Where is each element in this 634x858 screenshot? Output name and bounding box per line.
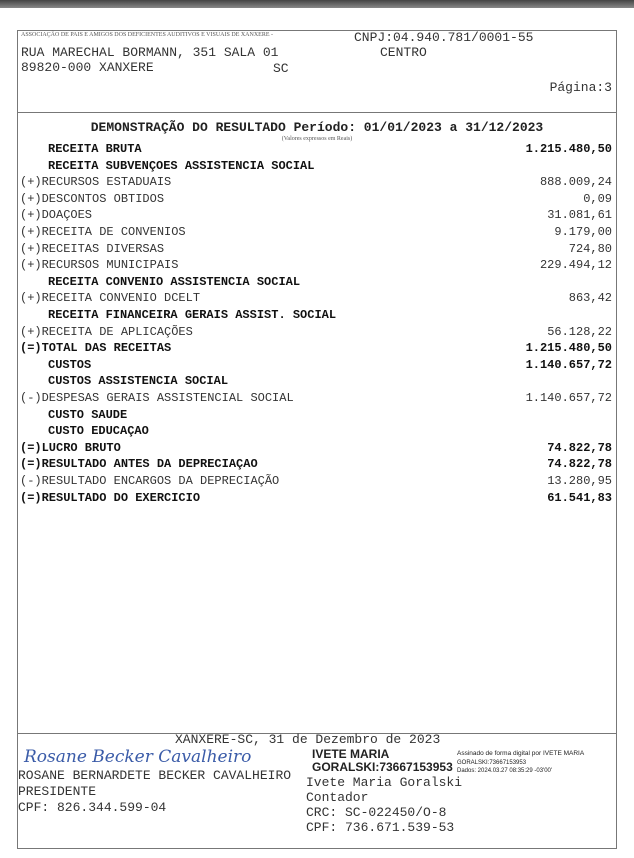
address: RUA MARECHAL BORMANN, 351 SALA 01 [21, 45, 279, 60]
handwritten-signature: Rosane Becker Cavalheiro [24, 747, 252, 767]
row-value: 1.215.480,50 [525, 142, 612, 156]
income-statement [17, 112, 617, 734]
page-number: Página:3 [549, 80, 612, 95]
statement-row [20, 158, 612, 174]
row-label: (=)TOTAL DAS RECEITAS [20, 341, 172, 356]
statement-row [20, 473, 612, 489]
row-value: 74.822,78 [547, 457, 612, 472]
accountant-cpf: CPF: 736.671.539-53 [306, 820, 455, 835]
president-name: ROSANE BERNARDETE BECKER CAVALHEIRO [18, 768, 292, 783]
row-label: CUSTOS ASSISTENCIA SOCIAL [48, 374, 229, 389]
statement-row [20, 440, 612, 456]
district: CENTRO [380, 45, 427, 60]
row-value: 9.179,00 [554, 225, 612, 239]
statement-row [20, 357, 612, 373]
row-label: CUSTO SAUDE [48, 407, 128, 422]
row-value: 1.215.480,50 [525, 341, 612, 356]
row-label: (+)DESCONTOS OBTIDOS [20, 191, 165, 206]
row-label: (+)RECEITA CONVENIO DCELT [20, 291, 201, 306]
row-label: (+)DOAÇOES [20, 208, 93, 223]
accountant-name: Ivete Maria Goralski [306, 775, 463, 790]
statement-row [20, 191, 612, 207]
row-value: 61.541,83 [547, 490, 612, 505]
row-label: (+)RECURSOS MUNICIPAIS [20, 258, 179, 273]
accountant-crc: CRC: SC-022450/O-8 [306, 805, 447, 820]
president-role: PRESIDENTE [18, 784, 97, 799]
signature-section [17, 733, 617, 849]
row-value: 56.128,22 [547, 324, 612, 339]
digital-signature-id: GORALSKI:73667153953 [312, 760, 453, 774]
row-label: RECEITA BRUTA [48, 142, 142, 156]
row-label: (+)RECEITA DE CONVENIOS [20, 225, 186, 239]
row-value: 0,09 [583, 191, 612, 206]
row-value: 724,80 [568, 241, 612, 256]
row-value: 863,42 [568, 291, 612, 306]
row-value: 13.280,95 [547, 474, 612, 488]
digital-signature-note: GORALSKI:73667153953 [457, 760, 527, 766]
digital-signature-note: Assinado de forma digital por IVETE MARIA [457, 750, 585, 757]
row-label: RECEITA CONVENIO ASSISTENCIA SOCIAL [48, 274, 301, 289]
row-label: (-)DESPESAS GERAIS ASSISTENCIAL SOCIAL [20, 391, 294, 405]
statement-row [20, 290, 612, 306]
cep-city: 89820-000 XANXERE [21, 60, 154, 75]
place-date: XANXERE-SC, 31 de Dezembro de 2023 [175, 732, 441, 747]
row-value: 74.822,78 [547, 440, 612, 455]
statement-title: DEMONSTRAÇÃO DO RESULTADO Período: 01/01/2023 a 31/12/2023 [90, 120, 544, 135]
statement-row [20, 241, 612, 257]
row-label: RECEITA SUBVENÇOES ASSISTENCIA SOCIAL [48, 158, 315, 173]
statement-row [20, 307, 612, 323]
statement-row [20, 207, 612, 223]
statement-row [20, 490, 612, 506]
statement-row [20, 423, 612, 439]
row-value: 1.140.657,72 [525, 357, 612, 372]
statement-row [20, 257, 612, 273]
row-label: (=)RESULTADO ANTES DA DEPRECIAÇAO [20, 457, 258, 472]
row-label: (+)RECURSOS ESTADUAIS [20, 175, 172, 190]
row-label: (=)LUCRO BRUTO [20, 440, 121, 455]
row-label: (-)RESULTADO ENCARGOS DA DEPRECIAÇÃO [20, 474, 280, 488]
row-label: CUSTOS [48, 357, 92, 372]
row-value: 1.140.657,72 [525, 391, 612, 405]
president-cpf: CPF: 826.344.599-04 [18, 800, 167, 815]
statement-subtitle: (Valores expressos em Reais) [281, 136, 353, 142]
digital-signature-date: Dados: 2024.03.27 08:35:29 -03'00' [457, 768, 553, 774]
document-header [17, 30, 617, 113]
statement-row [20, 224, 612, 240]
statement-row [20, 456, 612, 472]
cnpj: CNPJ:04.940.781/0001-55 [354, 30, 534, 45]
row-label: (+)RECEITA DE APLICAÇÕES [20, 324, 193, 339]
state: SC [273, 61, 289, 76]
row-label: (+)RECEITAS DIVERSAS [20, 241, 165, 256]
statement-row [20, 407, 612, 423]
statement-row [20, 340, 612, 356]
row-value: 888.009,24 [539, 175, 612, 190]
scan-edge [0, 0, 634, 8]
statement-row [20, 274, 612, 290]
digital-signature-name: IVETE MARIA [312, 747, 390, 761]
row-label: CUSTO EDUCAÇAO [48, 424, 149, 439]
statement-row [20, 373, 612, 389]
row-label: RECEITA FINANCEIRA GERAIS ASSIST. SOCIAL [48, 308, 337, 322]
statement-row [20, 141, 612, 157]
row-value: 229.494,12 [539, 258, 612, 273]
statement-row [20, 390, 612, 406]
statement-row [20, 324, 612, 340]
organization-name: ASSOCIAÇÃO DE PAIS E AMIGOS DOS DEFICIENTES AUDITIVOS E VISUAIS DE XANXERE - [21, 32, 274, 38]
row-value: 31.081,61 [547, 208, 612, 223]
row-label: (=)RESULTADO DO EXERCICIO [20, 490, 201, 505]
statement-row [20, 174, 612, 190]
accountant-role: Contador [306, 790, 369, 805]
